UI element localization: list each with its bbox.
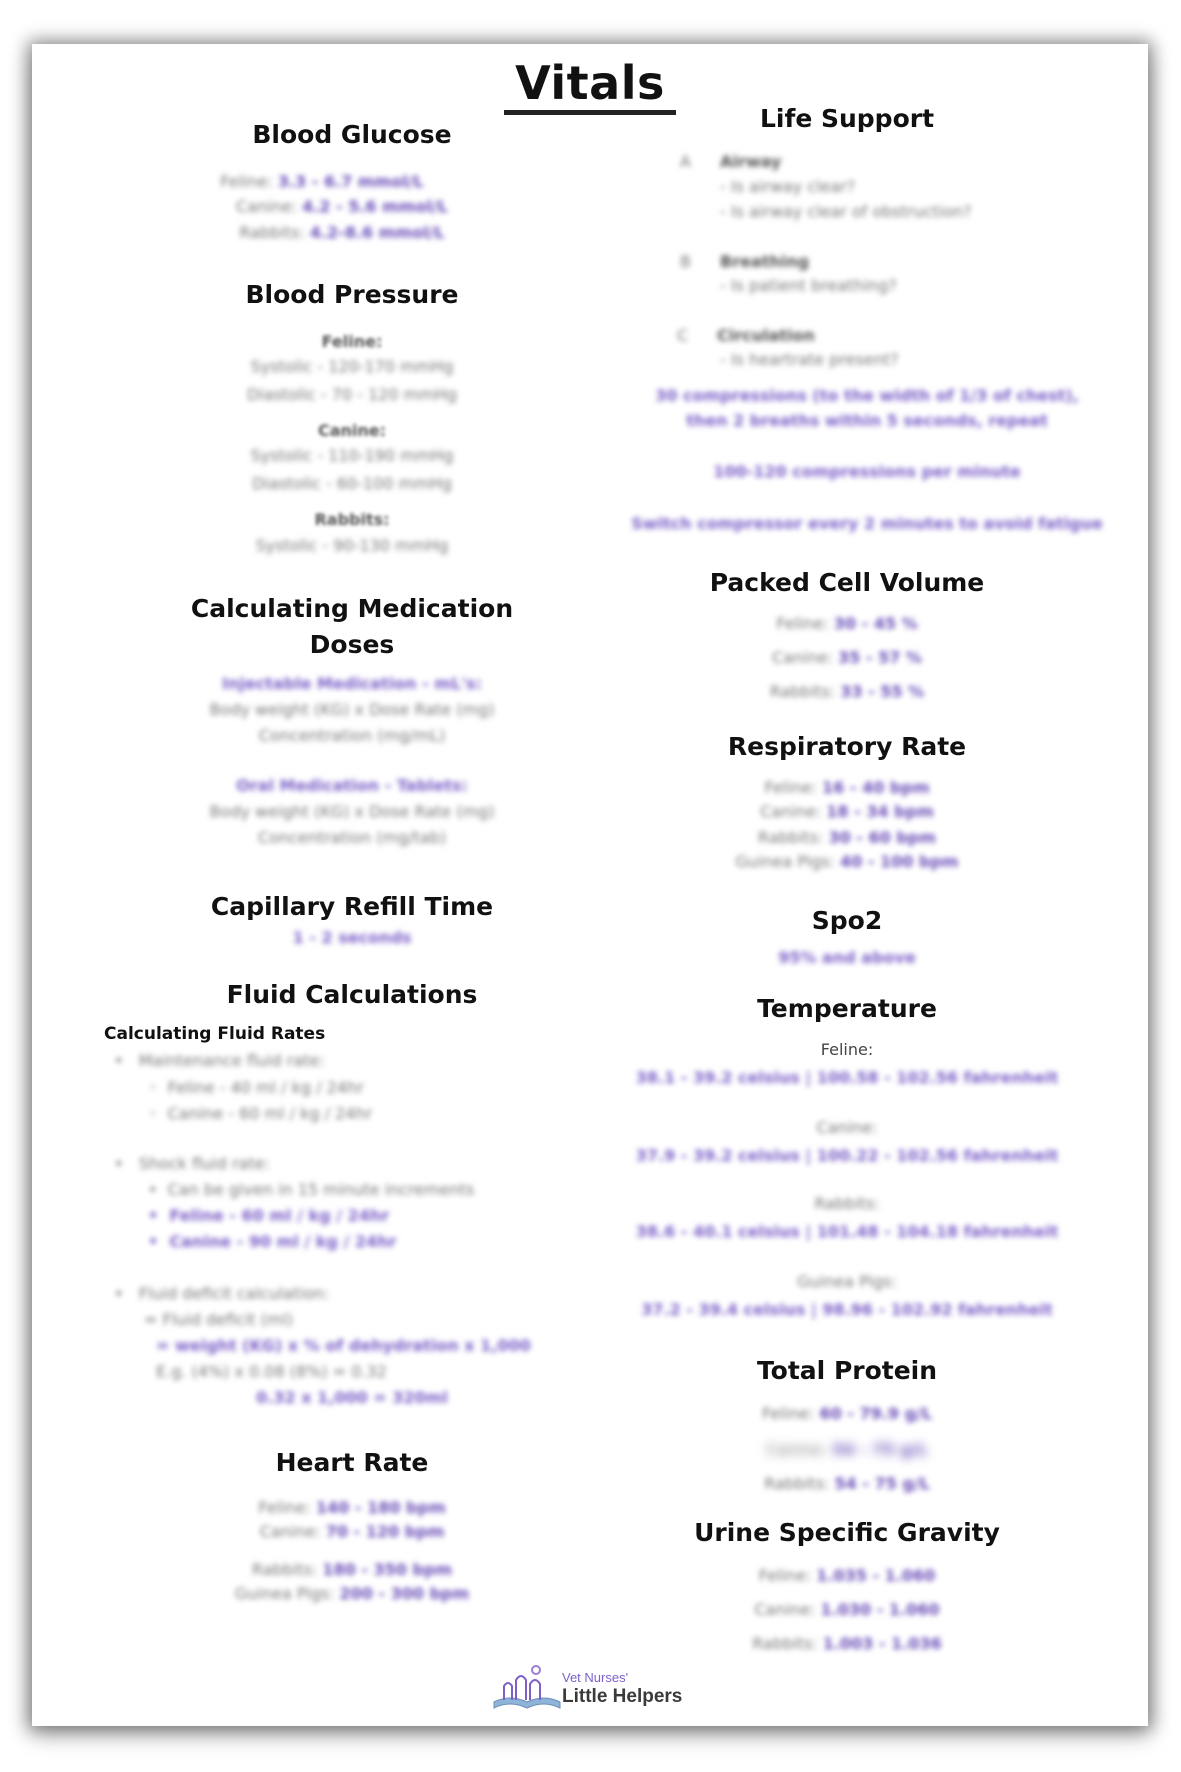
ls-c-letter: C [677, 326, 689, 345]
shock-feline: • Feline - 60 ml / kg / 24hr [148, 1206, 390, 1225]
pcv-line-feline: Feline: 30 - 45 % [776, 614, 918, 633]
ls-b-letter: B [680, 252, 691, 271]
bp-feline-diastolic: Diastolic - 70 - 120 mmHg [247, 385, 457, 404]
temp-rabbits-value: 38.6 - 40.1 celsius | 101.48 - 104.18 fahrenheit [635, 1222, 1059, 1241]
deficit-line-3: E.g. (4%) x 0.08 (8%) = 0.32 [156, 1362, 387, 1381]
fluid-subheading: Calculating Fluid Rates [104, 1024, 326, 1044]
ls-a-letter: A [680, 152, 691, 171]
cpr-line-3: 100-120 compressions per minute [713, 462, 1021, 481]
shock-title: • Shock fluid rate: [114, 1154, 270, 1173]
med-doses-heading-1: Calculating Medication [190, 594, 514, 623]
temp-feline-value: 38.1 - 39.2 celsius | 100.58 - 102.56 fahrenheit [635, 1068, 1059, 1087]
maint-canine: ◦ Canine - 60 ml / kg / 24hr [148, 1104, 373, 1123]
bp-canine-label: Canine: [317, 421, 387, 440]
bp-feline-label: Feline: [321, 332, 383, 351]
tp-line-canine: Canine: 54 - 75 g/L [766, 1440, 928, 1459]
deficit-line-4: 0.32 x 1,000 = 320ml [256, 1388, 448, 1407]
deficit-title: • Fluid deficit calculation: [114, 1284, 330, 1303]
total-protein-heading: Total Protein [756, 1356, 938, 1385]
temp-rabbits-label: Rabbits: [814, 1194, 880, 1213]
usg-heading: Urine Specific Gravity [694, 1518, 1000, 1547]
spo2-value: 95% and above [778, 948, 916, 967]
bp-rabbits-label: Rabbits: [314, 510, 390, 529]
ls-c-title: Circulation [717, 326, 815, 345]
pcv-heading: Packed Cell Volume [709, 568, 985, 597]
hr-line-guinea-pigs: Guinea Pigs: 200 - 300 bpm [234, 1584, 470, 1603]
hr-line-rabbits: Rabbits: 180 - 350 bpm [251, 1560, 453, 1579]
resp-heading: Respiratory Rate [727, 732, 967, 761]
deficit-line-1: = Fluid deficit (ml) [144, 1310, 294, 1329]
bg-line-canine: Canine: 4.2 - 5.6 mmol/L [236, 197, 448, 216]
med-doses-heading-2: Doses [309, 630, 395, 659]
resp-line-guinea-pigs: Guinea Pigs: 40 - 100 bpm [735, 852, 959, 871]
oral-title: Oral Medication - Tablets: [236, 776, 468, 795]
resp-line-rabbits: Rabbits: 30 - 60 bpm [758, 828, 936, 847]
temperature-heading: Temperature [757, 994, 937, 1023]
resp-line-feline: Feline: 16 - 40 bpm [764, 778, 930, 797]
footer-logo [490, 1662, 690, 1714]
life-support-heading: Life Support [759, 104, 935, 133]
crt-heading: Capillary Refill Time [210, 892, 494, 921]
deficit-line-2: = weight (KG) x % of dehydration x 1,000 [156, 1336, 531, 1355]
temp-canine-value: 37.9 - 39.2 celsius | 100.22 - 102.56 fahrenheit [635, 1146, 1059, 1165]
ls-a-title: Airway [720, 152, 782, 171]
usg-line-rabbits: Rabbits: 1.003 - 1.036 [752, 1634, 942, 1653]
temp-guinea-pigs-label: Guinea Pigs: [797, 1272, 897, 1291]
pcv-line-rabbits: Rabbits: 33 - 55 % [769, 682, 925, 701]
resp-line-canine: Canine: 18 - 34 bpm [760, 802, 934, 821]
bp-canine-diastolic: Diastolic - 60-100 mmHg [252, 474, 452, 493]
ls-c-line-1: - Is heartrate present? [720, 350, 899, 369]
pcv-line-canine: Canine: 35 - 57 % [772, 648, 922, 667]
ls-b-line-1: - Is patient breathing? [720, 276, 897, 295]
brand-large-text: Little Helpers [562, 1686, 683, 1707]
bp-canine-systolic: Systolic - 110-190 mmHg [250, 446, 454, 465]
tp-line-rabbits: Rabbits: 54 - 75 g/L [764, 1474, 930, 1493]
crt-value: 1 - 2 seconds [292, 928, 412, 947]
usg-line-canine: Canine: 1.030 - 1.060 [754, 1600, 940, 1619]
shock-canine: • Canine - 90 ml / kg / 24hr [148, 1232, 397, 1251]
injectable-title: Injectable Medication - mL's: [222, 674, 482, 693]
cpr-line-1: 30 compressions (to the width of 1/3 of chest), [655, 386, 1079, 405]
ls-b-title: Breathing [720, 252, 810, 271]
injectable-line-2: Concentration (mg/mL) [258, 726, 446, 745]
ls-a-line-1: - Is airway clear? [720, 177, 856, 196]
bg-line-rabbits: Rabbits: 4.2-8.6 mmol/L [239, 223, 445, 242]
oral-line-1: Body weight (KG) x Dose Rate (mg) [209, 802, 495, 821]
blood-glucose-heading: Blood Glucose [252, 120, 452, 149]
hr-line-feline: Feline: 140 - 180 bpm [258, 1498, 446, 1517]
page-title: Vitals [515, 56, 665, 110]
temp-canine-label: Canine: [816, 1118, 878, 1137]
shock-note: • Can be given in 15 minute increments [148, 1180, 475, 1199]
heart-rate-heading: Heart Rate [275, 1448, 429, 1477]
cpr-line-4: Switch compressor every 2 minutes to avoid fatigue [631, 514, 1103, 533]
bp-rabbits-systolic: Systolic - 90-130 mmHg [255, 536, 449, 555]
brand-small-text: Vet Nurses' [562, 1670, 629, 1685]
tp-line-feline: Feline: 60 - 79.9 g/L [761, 1404, 933, 1423]
usg-line-feline: Feline: 1.035 - 1.060 [758, 1566, 936, 1585]
spo2-heading: Spo2 [811, 906, 883, 935]
oral-line-2: Concentration (mg/tab) [257, 828, 447, 847]
injectable-line-1: Body weight (KG) x Dose Rate (mg) [209, 700, 495, 719]
vitals-sheet [32, 44, 1148, 1726]
maint-feline: ◦ Feline - 40 ml / kg / 24hr [148, 1078, 364, 1097]
temp-feline-label: Feline: [820, 1040, 874, 1059]
hr-line-canine: Canine: 70 - 120 bpm [259, 1522, 445, 1541]
bg-line-feline: Feline: 3.3 - 6.7 mmol/L [220, 172, 424, 191]
fluid-heading: Fluid Calculations [226, 980, 478, 1009]
book-with-animals-icon [490, 1662, 564, 1712]
bp-feline-systolic: Systolic - 120-170 mmHg [250, 357, 454, 376]
cpr-line-2: then 2 breaths within 5 seconds, repeat [686, 411, 1048, 430]
ls-a-line-2: - Is airway clear of obstruction? [720, 202, 972, 221]
temp-guinea-pigs-value: 37.2 - 39.4 celsius | 98.96 - 102.92 fahrenheit [641, 1300, 1053, 1319]
maint-title: • Maintenance fluid rate: [114, 1051, 325, 1070]
blood-pressure-heading: Blood Pressure [245, 280, 459, 309]
